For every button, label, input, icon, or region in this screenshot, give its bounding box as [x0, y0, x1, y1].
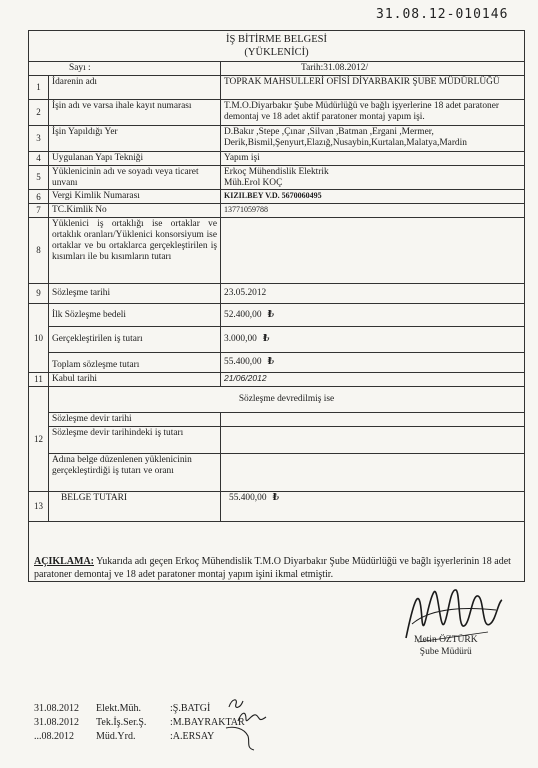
row-number: 10 — [29, 304, 49, 373]
row-label: BELGE TUTARI — [49, 491, 221, 521]
staff-name: :A.ERSAY — [170, 731, 215, 742]
row-label: Uygulanan Yapı Tekniği — [49, 152, 221, 166]
amount-value: 3.000,00 — [224, 334, 257, 345]
staff-role: Elekt.Müh. — [96, 703, 141, 714]
staff-date: 31.08.2012 — [34, 717, 79, 728]
row-number: 1 — [29, 76, 49, 100]
amount-value: 52.400,00 — [224, 309, 262, 320]
partnership-info — [221, 218, 525, 284]
form-subtitle: (YÜKLENİCİ) — [244, 46, 309, 58]
transfer-date — [221, 412, 525, 426]
row-number: 3 — [29, 126, 49, 152]
row-label: İlk Sözleşme bedeli — [49, 304, 221, 327]
row-number: 4 — [29, 152, 49, 166]
transferee-work-amount — [221, 453, 525, 491]
signatory-block — [414, 634, 478, 659]
work-location-line: D.Bakır ,Stepe ,Çınar ,Silvan ,Batman ,Ergani ,Mermer, — [224, 127, 434, 137]
explanation — [34, 555, 520, 581]
row-label: Yüklenici iş ortaklığı ise ortaklar ve ortaklık oranları/Yüklenici konsorsiyum ise ortaklar ve bu ortaklarca gerçekleştirilen iş kısımları ile bu kısımların tutarı — [49, 218, 221, 284]
lira-mark: ₺ — [267, 309, 275, 320]
row-number: 12 — [29, 386, 49, 491]
document-stamp: 31.08.12-010146 — [376, 7, 509, 22]
staff-date: ...08.2012 — [34, 731, 74, 742]
row-label: Sözleşme tarihi — [49, 284, 221, 304]
explanation-label: AÇIKLAMA: — [34, 556, 94, 567]
staff-date: 31.08.2012 — [34, 703, 79, 714]
total-contract-amount — [221, 353, 525, 373]
staff-name: :M.BAYRAKTAR — [170, 717, 245, 728]
row-number: 2 — [29, 100, 49, 126]
sayi-label: Sayı : — [29, 62, 221, 76]
row-label: Kabul tarihi — [49, 373, 221, 387]
signatory-name: Metin ÖZTÜRK — [414, 635, 478, 645]
lira-mark: ₺ — [272, 492, 280, 503]
lira-mark: ₺ — [267, 357, 275, 368]
row-label: TC.Kimlik No — [49, 204, 221, 218]
realized-work-amount — [221, 327, 525, 353]
form-header — [29, 31, 525, 62]
amount-value: 55.400,00 — [224, 357, 262, 368]
transfer-work-amount — [221, 426, 525, 453]
row-label: İşin adı ve varsa ihale kayıt numarası — [49, 100, 221, 126]
row-label: Gerçekleştirilen iş tutarı — [49, 327, 221, 353]
form-title: İŞ BİTİRME BELGESİ — [226, 34, 327, 45]
signatory-title: Şube Müdürü — [419, 647, 472, 658]
staff-role: Tek.İş.Ser.Ş. — [96, 717, 147, 728]
row-number: 9 — [29, 284, 49, 304]
explanation-text: Yukarıda adı geçen Erkoç Mühendislik T.M.O Diyarbakır Şube Müdürlüğü ve bağlı işyerlerinin 18 adet paratoner demontaj ve 18 adet paratoner montaj yapım işini ikmal etmiştir. — [34, 556, 511, 580]
contractor-name-line: Müh.Erol KOÇ — [224, 177, 283, 188]
transfer-header: Sözleşme devredilmiş ise — [49, 386, 525, 412]
row-label: Sözleşme devir tarihi — [49, 412, 221, 426]
contract-date: 23.05.2012 — [221, 284, 525, 304]
row-number: 8 — [29, 218, 49, 284]
row-label: İşin Yapıldığı Yer — [49, 126, 221, 152]
row-label: İdarenin adı — [49, 76, 221, 100]
initial-contract-amount — [221, 304, 525, 327]
work-location — [221, 126, 525, 152]
tax-id: KIZILBEY V.D. 5670060495 — [221, 190, 525, 204]
row-number: 7 — [29, 204, 49, 218]
work-name: T.M.O.Diyarbakır Şube Müdürlüğü ve bağlı işyerlerine 18 adet paratoner demontaj ve 18 adet aktif paratoner montaj yapım işi. — [221, 100, 525, 126]
amount-value: 55.400,00 — [229, 492, 267, 503]
contractor-name — [221, 165, 525, 190]
row-label: Sözleşme devir tarihindeki iş tutarı — [49, 426, 221, 453]
paraph-scribble — [224, 722, 258, 752]
date-label: Tarih:31.08.2012/ — [221, 62, 525, 76]
certificate-amount — [221, 491, 525, 521]
row-number: 11 — [29, 373, 49, 387]
lira-mark: ₺ — [262, 334, 270, 345]
row-label: Adına belge düzenlenen yüklenicinin gerçekleştirdiği iş tutarı ve oranı — [49, 453, 221, 491]
work-location-line: Derik,Bismil,Şenyurt,Elazığ,Nusaybin,Kurtalan,Malatya,Mardin — [224, 137, 467, 148]
staff-name: :Ş.BATGİ — [170, 703, 211, 714]
tc-id-number: 13771059788 — [221, 204, 525, 218]
row-label: Yüklenicinin adı ve soyadı veya ticaret unvanı — [49, 165, 221, 190]
row-number: 6 — [29, 190, 49, 204]
row-label: Vergi Kimlik Numarası — [49, 190, 221, 204]
acceptance-date: 21/06/2012 — [221, 373, 525, 387]
contractor-name-line: Erkoç Mühendislik Elektrik — [224, 166, 329, 177]
row-label: Toplam sözleşme tutarı — [49, 353, 221, 373]
row-number: 13 — [29, 491, 49, 521]
construction-technique: Yapım işi — [221, 152, 525, 166]
administration-name: TOPRAK MAHSULLERİ OFİSİ DİYARBAKIR ŞUBE MÜDÜRLÜĞÜ — [221, 76, 525, 100]
staff-role: Müd.Yrd. — [96, 731, 136, 742]
row-number: 5 — [29, 165, 49, 190]
completion-certificate-table — [28, 30, 525, 582]
